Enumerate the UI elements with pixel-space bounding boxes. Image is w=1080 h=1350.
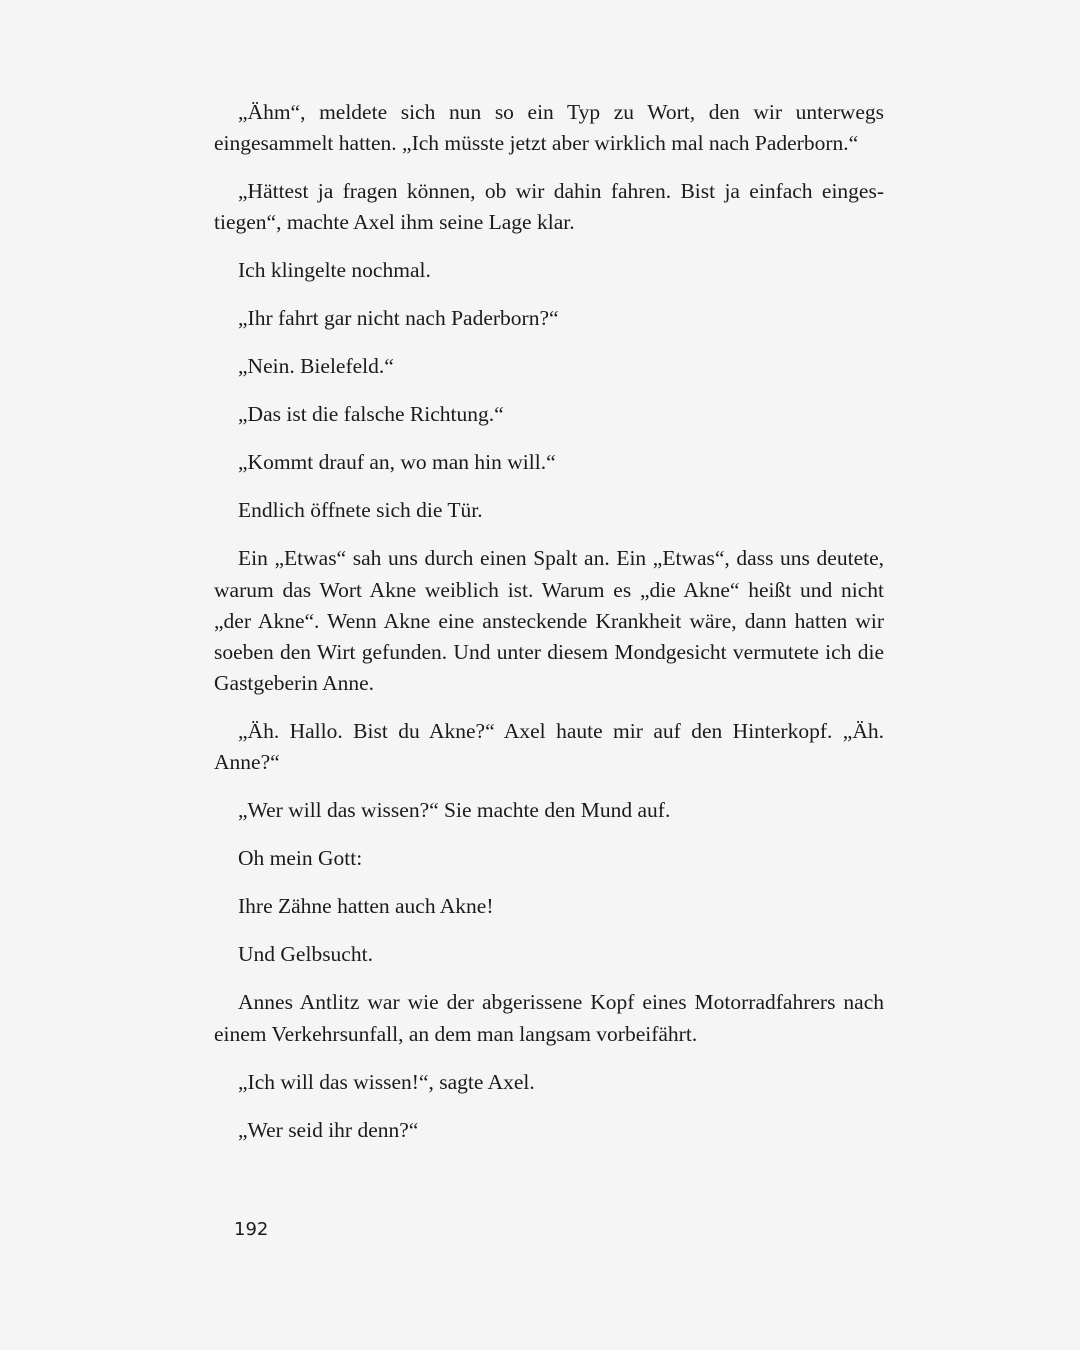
paragraph: „Wer will das wissen?“ Sie machte den Mund auf.	[238, 798, 671, 823]
paragraph: „Ähm“, meldete sich nun so ein Typ zu Wort, den wir unterwegs eingesammelt hatten. „Ich müsste jetzt aber wirklich mal nach Paderborn.“	[214, 100, 884, 156]
paragraph: „Hättest ja fragen können, ob wir dahin fahren. Bist ja einfach eingestiegen“, machte Axel ihm seine Lage klar.	[214, 179, 884, 235]
paragraph: Und Gelbsucht.	[238, 942, 373, 967]
paragraph: „Äh. Hallo. Bist du Akne?“ Axel haute mir auf den Hinterkopf. „Äh. Anne?“	[214, 719, 884, 775]
paragraph: Ich klingelte nochmal.	[238, 258, 431, 283]
paragraph: Oh mein Gott:	[238, 846, 363, 871]
paragraph: „Ihr fahrt gar nicht nach Paderborn?“	[238, 306, 559, 331]
paragraph: Annes Antlitz war wie der abgerissene Kopf eines Motorradfahrers nach einem Verkehrsunfall, an dem man langsam vorbeifährt.	[214, 990, 884, 1046]
paragraph: „Das ist die falsche Richtung.“	[238, 402, 504, 427]
paragraph: „Nein. Bielefeld.“	[238, 354, 394, 379]
paragraph: Ein „Etwas“ sah uns durch einen Spalt an. Ein „Etwas“, dass uns deutete, warum das Wort Akne weiblich ist. Warum es „die Akne“ heißt und nicht „der Akne“. Wenn Akne eine ansteckende Krankheit wäre, dann hatten wir soeben den Wirt gefunden. Und unter diesem Mondgesicht vermutete ich die Gastgeberin Anne.	[214, 546, 884, 696]
paragraph: Endlich öffnete sich die Tür.	[238, 498, 483, 523]
page-number: 192	[234, 1219, 269, 1240]
paragraph: Ihre Zähne hatten auch Akne!	[238, 894, 494, 919]
paragraph: „Wer seid ihr denn?“	[238, 1117, 419, 1142]
paragraph: „Ich will das wissen!“, sagte Axel.	[238, 1069, 535, 1094]
book-page-body	[214, 97, 884, 1163]
paragraph: „Kommt drauf an, wo man hin will.“	[238, 450, 556, 475]
